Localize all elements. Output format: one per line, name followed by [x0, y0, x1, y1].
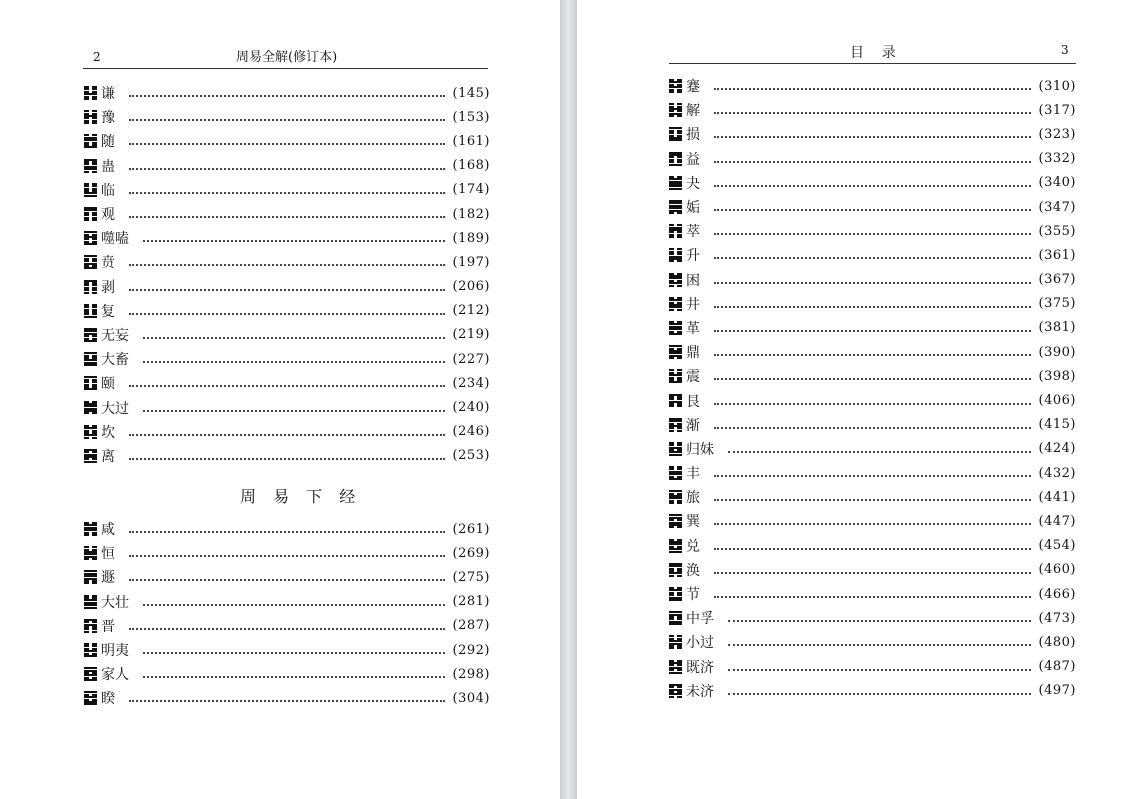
- hexagram-icon: [84, 231, 97, 245]
- toc-entry: [84, 202, 490, 226]
- entry-page-number: (269): [452, 545, 490, 561]
- entry-name: 中孚: [686, 611, 714, 628]
- hexagram-icon: [669, 539, 682, 553]
- dot-leader: [714, 403, 1031, 405]
- dot-leader: [714, 233, 1031, 235]
- entry-name: 夬: [686, 175, 700, 192]
- dot-leader: [728, 644, 1031, 646]
- toc-entry: [669, 243, 1076, 267]
- entry-name: 震: [686, 369, 700, 386]
- left-page: [0, 0, 560, 799]
- entry-page-number: (415): [1038, 417, 1076, 433]
- entry-name: 解: [686, 103, 700, 120]
- dot-leader: [714, 475, 1031, 477]
- dot-leader: [714, 306, 1031, 308]
- toc-entry: [84, 565, 490, 589]
- entry-name: 遯: [101, 570, 115, 587]
- entry-page-number: (292): [452, 642, 490, 658]
- hexagram-icon: [84, 376, 97, 390]
- entry-page-number: (261): [452, 521, 490, 537]
- entry-name: 蛊: [101, 158, 115, 175]
- toc-entry: [84, 686, 490, 710]
- toc-entry: [84, 614, 490, 638]
- entry-page-number: (460): [1038, 562, 1076, 578]
- hexagram-icon: [84, 691, 97, 705]
- dot-leader: [143, 652, 445, 654]
- page-gutter: [560, 0, 577, 799]
- entry-name: 噬嗑: [101, 231, 129, 248]
- dot-leader: [714, 209, 1031, 211]
- toc-entry: [84, 105, 490, 129]
- entry-name: 观: [101, 207, 115, 224]
- entry-page-number: (304): [452, 690, 490, 706]
- dot-leader: [129, 216, 445, 218]
- toc-entry: [669, 98, 1076, 122]
- hexagram-icon: [669, 684, 682, 698]
- dot-leader: [129, 531, 445, 533]
- header-title: 目 录: [850, 45, 896, 61]
- entry-page-number: (189): [452, 230, 490, 246]
- dot-leader: [143, 361, 445, 363]
- toc-entry: [669, 630, 1076, 654]
- dot-leader: [728, 620, 1031, 622]
- toc-entry: [669, 437, 1076, 461]
- hexagram-icon: [669, 514, 682, 528]
- entry-name: 明夷: [101, 643, 129, 660]
- section-title: 周 易 下 经: [240, 487, 362, 506]
- hexagram-icon: [669, 176, 682, 190]
- dot-leader: [714, 88, 1031, 90]
- entry-name: 未济: [686, 683, 714, 700]
- toc-entry: [84, 444, 490, 468]
- dot-leader: [714, 282, 1031, 284]
- entry-page-number: (161): [452, 133, 490, 149]
- hexagram-icon: [84, 619, 97, 633]
- entry-name: 大壮: [101, 594, 129, 611]
- entry-name: 旅: [686, 490, 700, 507]
- toc-entry: [669, 509, 1076, 533]
- hexagram-icon: [669, 79, 682, 93]
- entry-page-number: (406): [1038, 393, 1076, 409]
- entry-name: 困: [686, 272, 700, 289]
- hexagram-icon: [84, 595, 97, 609]
- entry-name: 小过: [686, 635, 714, 652]
- dot-leader: [714, 354, 1031, 356]
- entry-name: 谦: [101, 86, 115, 103]
- dot-leader: [129, 168, 445, 170]
- toc-entry: [84, 178, 490, 202]
- dot-leader: [728, 693, 1031, 695]
- entry-page-number: (206): [452, 279, 490, 295]
- dot-leader: [728, 451, 1031, 453]
- toc-list: [84, 81, 490, 468]
- hexagram-icon: [84, 522, 97, 536]
- dot-leader: [129, 700, 445, 702]
- toc-entry: [84, 638, 490, 662]
- toc-entry: [669, 364, 1076, 388]
- entry-name: 豫: [101, 110, 115, 127]
- hexagram-icon: [669, 103, 682, 117]
- dot-leader: [129, 434, 445, 436]
- dot-leader: [129, 289, 445, 291]
- entry-name: 大过: [101, 400, 129, 417]
- dot-leader: [143, 337, 445, 339]
- dot-leader: [143, 604, 445, 606]
- entry-name: 恒: [101, 546, 115, 563]
- toc-entry: [669, 195, 1076, 219]
- entry-name: 坎: [101, 424, 115, 441]
- toc-entry: [84, 517, 490, 541]
- toc-entry: [669, 219, 1076, 243]
- entry-name: 晋: [101, 618, 115, 635]
- hexagram-icon: [669, 248, 682, 262]
- hexagram-icon: [669, 224, 682, 238]
- hexagram-icon: [84, 110, 97, 124]
- toc-entry: [669, 534, 1076, 558]
- hexagram-icon: [669, 418, 682, 432]
- dot-leader: [129, 95, 445, 97]
- entry-page-number: (424): [1038, 441, 1076, 457]
- entry-name: 无妄: [101, 327, 129, 344]
- toc-entry: [84, 154, 490, 178]
- entry-page-number: (367): [1038, 272, 1076, 288]
- toc-entry: [84, 541, 490, 565]
- dot-leader: [714, 427, 1031, 429]
- dot-leader: [129, 458, 445, 460]
- entry-name: 兑: [686, 538, 700, 555]
- toc-entry: [669, 74, 1076, 98]
- hexagram-icon: [669, 369, 682, 383]
- page-number: 3: [1061, 43, 1069, 57]
- entry-page-number: (275): [452, 569, 490, 585]
- entry-name: 丰: [686, 466, 700, 483]
- entry-name: 革: [686, 320, 700, 337]
- dot-leader: [714, 523, 1031, 525]
- hexagram-icon: [84, 667, 97, 681]
- page-number: 2: [93, 50, 101, 64]
- hexagram-icon: [669, 345, 682, 359]
- toc-entry: [84, 590, 490, 614]
- entry-name: 随: [101, 134, 115, 151]
- hexagram-icon: [669, 442, 682, 456]
- dot-leader: [714, 136, 1031, 138]
- toc-entry: [669, 268, 1076, 292]
- toc-entry: [84, 323, 490, 347]
- hexagram-icon: [669, 587, 682, 601]
- entry-page-number: (310): [1038, 78, 1076, 94]
- header-title: 周易全解(修订本): [236, 50, 338, 65]
- entry-name: 涣: [686, 562, 700, 579]
- dot-leader: [143, 410, 445, 412]
- hexagram-icon: [84, 304, 97, 318]
- toc-entry: [669, 122, 1076, 146]
- toc-entry: [669, 582, 1076, 606]
- right-page: [577, 0, 1132, 799]
- entry-page-number: (240): [452, 400, 490, 416]
- toc-entry: [669, 655, 1076, 679]
- hexagram-icon: [669, 563, 682, 577]
- dot-leader: [129, 192, 445, 194]
- entry-page-number: (298): [452, 666, 490, 682]
- entry-page-number: (361): [1038, 247, 1076, 263]
- dot-leader: [714, 548, 1031, 550]
- hexagram-icon: [84, 449, 97, 463]
- entry-name: 临: [101, 182, 115, 199]
- toc-entry: [84, 420, 490, 444]
- toc-entry: [84, 250, 490, 274]
- toc-entry: [84, 129, 490, 153]
- entry-page-number: (454): [1038, 538, 1076, 554]
- toc-entry: [669, 606, 1076, 630]
- entry-page-number: (281): [452, 594, 490, 610]
- hexagram-icon: [84, 183, 97, 197]
- dot-leader: [129, 119, 445, 121]
- hexagram-icon: [84, 401, 97, 415]
- entry-name: 萃: [686, 224, 700, 241]
- dot-leader: [728, 669, 1031, 671]
- dot-leader: [714, 185, 1031, 187]
- entry-page-number: (323): [1038, 126, 1076, 142]
- hexagram-icon: [669, 273, 682, 287]
- entry-page-number: (340): [1038, 175, 1076, 191]
- dot-leader: [714, 572, 1031, 574]
- entry-page-number: (381): [1038, 320, 1076, 336]
- entry-page-number: (390): [1038, 344, 1076, 360]
- entry-name: 颐: [101, 376, 115, 393]
- entry-name: 姤: [686, 200, 700, 217]
- toc-entry: [84, 275, 490, 299]
- hexagram-icon: [84, 255, 97, 269]
- header-rule: [669, 63, 1076, 64]
- entry-page-number: (447): [1038, 513, 1076, 529]
- entry-name: 离: [101, 448, 115, 465]
- entry-name: 损: [686, 127, 700, 144]
- dot-leader: [129, 264, 445, 266]
- hexagram-icon: [84, 328, 97, 342]
- hexagram-icon: [84, 425, 97, 439]
- entry-page-number: (246): [452, 424, 490, 440]
- entry-page-number: (234): [452, 375, 490, 391]
- dot-leader: [129, 313, 445, 315]
- hexagram-icon: [84, 159, 97, 173]
- dot-leader: [129, 143, 445, 145]
- toc-entry: [84, 299, 490, 323]
- entry-page-number: (145): [452, 85, 490, 101]
- toc-entry: [669, 147, 1076, 171]
- entry-page-number: (473): [1038, 610, 1076, 626]
- hexagram-icon: [84, 86, 97, 100]
- entry-name: 既济: [686, 659, 714, 676]
- entry-page-number: (182): [452, 206, 490, 222]
- hexagram-icon: [669, 200, 682, 214]
- dot-leader: [143, 240, 445, 242]
- hexagram-icon: [669, 321, 682, 335]
- toc-entry: [669, 461, 1076, 485]
- entry-name: 节: [686, 587, 700, 604]
- toc-entry: [669, 388, 1076, 412]
- dot-leader: [129, 628, 445, 630]
- toc-entry: [669, 558, 1076, 582]
- dot-leader: [714, 161, 1031, 163]
- entry-name: 睽: [101, 691, 115, 708]
- hexagram-icon: [669, 635, 682, 649]
- entry-page-number: (466): [1038, 586, 1076, 602]
- entry-page-number: (497): [1038, 683, 1076, 699]
- toc-entry: [669, 413, 1076, 437]
- entry-page-number: (347): [1038, 199, 1076, 215]
- toc-entry: [669, 316, 1076, 340]
- entry-page-number: (487): [1038, 659, 1076, 675]
- dot-leader: [714, 257, 1031, 259]
- entry-page-number: (441): [1038, 489, 1076, 505]
- toc-entry: [84, 662, 490, 686]
- hexagram-icon: [669, 127, 682, 141]
- entry-page-number: (287): [452, 618, 490, 634]
- toc-entry: [669, 679, 1076, 703]
- toc-list: [669, 74, 1076, 703]
- entry-page-number: (355): [1038, 223, 1076, 239]
- dot-leader: [714, 596, 1031, 598]
- toc-entry: [669, 292, 1076, 316]
- entry-name: 益: [686, 151, 700, 168]
- toc-entry: [669, 340, 1076, 364]
- entry-page-number: (432): [1038, 465, 1076, 481]
- dot-leader: [714, 499, 1031, 501]
- entry-page-number: (174): [452, 182, 490, 198]
- hexagram-icon: [84, 280, 97, 294]
- dot-leader: [129, 555, 445, 557]
- hexagram-icon: [84, 352, 97, 366]
- entry-name: 贲: [101, 255, 115, 272]
- entry-page-number: (253): [452, 448, 490, 464]
- hexagram-icon: [84, 134, 97, 148]
- toc-list: [84, 517, 490, 711]
- entry-page-number: (398): [1038, 368, 1076, 384]
- entry-name: 咸: [101, 522, 115, 539]
- entry-name: 渐: [686, 417, 700, 434]
- entry-page-number: (212): [452, 303, 490, 319]
- entry-name: 大畜: [101, 352, 129, 369]
- entry-name: 复: [101, 303, 115, 320]
- hexagram-icon: [669, 611, 682, 625]
- entry-name: 鼎: [686, 345, 700, 362]
- dot-leader: [714, 330, 1031, 332]
- toc-entry: [84, 81, 490, 105]
- toc-entry: [669, 485, 1076, 509]
- hexagram-icon: [669, 466, 682, 480]
- entry-page-number: (480): [1038, 634, 1076, 650]
- entry-name: 归妹: [686, 441, 714, 458]
- hexagram-icon: [669, 152, 682, 166]
- entry-name: 升: [686, 248, 700, 265]
- entry-name: 家人: [101, 667, 129, 684]
- entry-page-number: (317): [1038, 102, 1076, 118]
- toc-entry: [84, 395, 490, 419]
- dot-leader: [714, 378, 1031, 380]
- entry-page-number: (168): [452, 158, 490, 174]
- entry-name: 井: [686, 296, 700, 313]
- hexagram-icon: [84, 570, 97, 584]
- entry-page-number: (219): [452, 327, 490, 343]
- entry-name: 艮: [686, 393, 700, 410]
- entry-page-number: (227): [452, 351, 490, 367]
- dot-leader: [714, 112, 1031, 114]
- hexagram-icon: [84, 546, 97, 560]
- entry-page-number: (332): [1038, 151, 1076, 167]
- entry-name: 剥: [101, 279, 115, 296]
- entry-page-number: (375): [1038, 296, 1076, 312]
- hexagram-icon: [669, 490, 682, 504]
- dot-leader: [129, 385, 445, 387]
- hexagram-icon: [84, 643, 97, 657]
- header-rule: [83, 68, 488, 69]
- entry-name: 巽: [686, 514, 700, 531]
- entry-page-number: (197): [452, 254, 490, 270]
- hexagram-icon: [84, 207, 97, 221]
- dot-leader: [129, 579, 445, 581]
- toc-entry: [669, 171, 1076, 195]
- dot-leader: [143, 676, 445, 678]
- toc-entry: [84, 347, 490, 371]
- entry-name: 蹇: [686, 79, 700, 96]
- hexagram-icon: [669, 297, 682, 311]
- hexagram-icon: [669, 660, 682, 674]
- entry-page-number: (153): [452, 109, 490, 125]
- hexagram-icon: [669, 394, 682, 408]
- toc-entry: [84, 371, 490, 395]
- toc-entry: [84, 226, 490, 250]
